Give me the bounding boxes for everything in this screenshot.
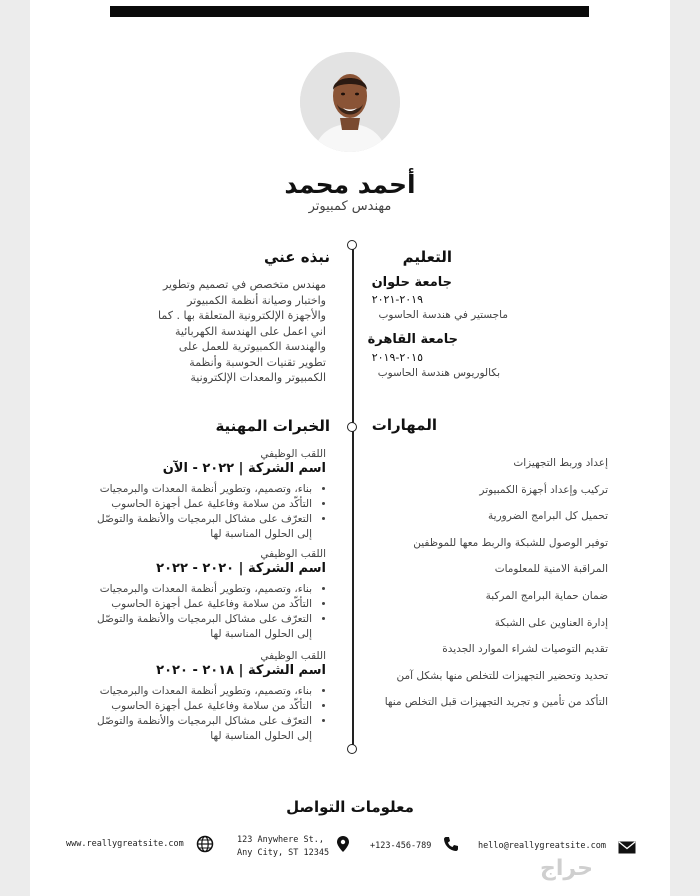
experience-company: اسم الشركة (247, 561, 326, 576)
globe-icon (196, 835, 214, 857)
skill-item: ضمان حماية البرامج المركبة (485, 589, 608, 602)
education-heading: التعليم (402, 248, 452, 266)
skill-item: التأكد من تأمين و تجريد التجهيزات قبل التخلص منها (384, 696, 608, 709)
experience-company: اسم الشركة (247, 663, 326, 678)
skill-item: تحميل كل البرامج الضرورية (488, 510, 608, 523)
experience-job-title: اللقب الوظيفي (260, 548, 326, 560)
skills-list (368, 455, 608, 721)
timeline-line (352, 245, 354, 750)
experience-bullet: • التأكّد من سلامة وفاعلية عمل أجهزة الحاسوب (86, 699, 312, 714)
address (237, 834, 329, 860)
phone-icon (443, 836, 459, 856)
mail-icon (618, 839, 636, 858)
experience-bullets (86, 482, 326, 542)
experience-item (86, 448, 326, 542)
timeline-dot (347, 240, 357, 250)
experience-bullet: • التأكّد من سلامة وفاعلية عمل أجهزة الحاسوب (86, 497, 312, 512)
timeline-dot (347, 422, 357, 432)
address-line-2: Any City, ST 12345 (237, 848, 330, 858)
skill-item: تحديد وتحضير التجهيزات للتخلص منها بشكل آمن (396, 669, 608, 682)
phone-number[interactable]: +123-456-789 (370, 841, 432, 851)
watermark: حراج (540, 856, 593, 881)
website-link[interactable]: www.reallygreatsite.com (66, 839, 184, 849)
location-pin-icon (336, 835, 350, 857)
experience-bullet: • التعرّف على مشاكل البرمجيات والأنظمة والتوصّل إلى الحلول المناسبة لها (86, 714, 312, 744)
job-title: مهندس كمبيوتر (308, 199, 392, 214)
about-line: واختبار وصيانة أنظمة الكمبيوتر (187, 293, 326, 307)
experience-bullets (86, 582, 326, 642)
about-line: اني اعمل على الهندسة الكهربائية (175, 324, 326, 338)
contact-heading: معلومات التواصل (286, 798, 414, 816)
experience-bullet: • بناء، وتصميم، وتطوير أنظمة المعدات والبرمجيات (86, 684, 312, 699)
about-heading: نبذه عني (263, 248, 330, 266)
education-degree: ماجستير في هندسة الحاسوب (378, 309, 508, 321)
education-school: جامعة القاهرة (367, 332, 458, 347)
address-line-1: 123 Anywhere St., (237, 835, 324, 845)
about-line: مهندس متخصص في تصميم وتطوير (162, 278, 326, 291)
experience-company-line: اسم الشركة | ٢٠١٨ - ٢٠٢٠ (156, 663, 326, 678)
about-line: والهندسة الكمبيوترية للعمل على (178, 340, 326, 353)
experience-bullet: • التعرّف على مشاكل البرمجيات والأنظمة والتوصّل إلى الحلول المناسبة لها (86, 612, 312, 642)
experience-item (86, 650, 326, 744)
skill-item: تركيب وإعداد أجهزة الكمبيوتر (479, 483, 608, 496)
about-line: تطوير تقنيات الحوسبة وأنظمة (189, 355, 326, 369)
about-text (111, 277, 326, 386)
experience-bullet: • بناء، وتصميم، وتطوير أنظمة المعدات والبرمجيات (86, 482, 312, 497)
skill-item: توفير الوصول للشبكة والربط معها للموظفين (413, 536, 608, 549)
email-link[interactable]: hello@reallygreatsite.com (478, 841, 606, 851)
about-line: الكمبيوتر والمعدات الإلكترونية (190, 371, 326, 384)
education-years: ٢٠١٩-٢٠٢١ (371, 293, 423, 306)
experience-company: اسم الشركة (247, 461, 326, 476)
experience-bullet: • التأكّد من سلامة وفاعلية عمل أجهزة الحاسوب (86, 597, 312, 612)
experience-company-line: اسم الشركة | ٢٠٢٢ - الآن (162, 461, 326, 476)
experience-years: ٢٠١٨ - ٢٠٢٠ (156, 663, 235, 678)
experience-bullets (86, 684, 326, 744)
education-years: ٢٠١٥-٢٠١٩ (371, 351, 423, 364)
experience-years: ٢٠٢٠ - ٢٠٢٢ (156, 561, 235, 576)
experience-job-title: اللقب الوظيفي (260, 448, 326, 460)
skill-item: المراقبة الامنية للمعلومات (494, 563, 608, 576)
experience-heading: الخبرات المهنية (215, 417, 330, 435)
timeline-dot (347, 744, 357, 754)
experience-job-title: اللقب الوظيفي (260, 650, 326, 662)
experience-bullet: • التعرّف على مشاكل البرمجيات والأنظمة والتوصّل إلى الحلول المناسبة لها (86, 512, 312, 542)
top-bar (110, 6, 589, 17)
experience-years: ٢٠٢٢ - الآن (162, 461, 235, 476)
person-name: أحمد محمد (284, 170, 416, 199)
skill-item: إدارة العناوين على الشبكة (494, 616, 608, 629)
about-line: والأجهزة الإلكترونية المتعلقة بها . كما (158, 309, 326, 322)
education-degree: بكالوريوس هندسة الحاسوب (377, 367, 500, 379)
experience-bullet: • بناء، وتصميم، وتطوير أنظمة المعدات والبرمجيات (86, 582, 312, 597)
skill-item: إعداد وربط التجهيزات (513, 457, 608, 469)
avatar (300, 52, 400, 152)
resume-page (30, 0, 670, 896)
experience-company-line: اسم الشركة | ٢٠٢٠ - ٢٠٢٢ (156, 561, 326, 576)
education-school: جامعة حلوان (371, 275, 452, 290)
skill-item: تقديم التوصيات لشراء الموارد الجديدة (442, 643, 608, 656)
experience-item (86, 548, 326, 642)
skills-heading: المهارات (371, 416, 437, 434)
